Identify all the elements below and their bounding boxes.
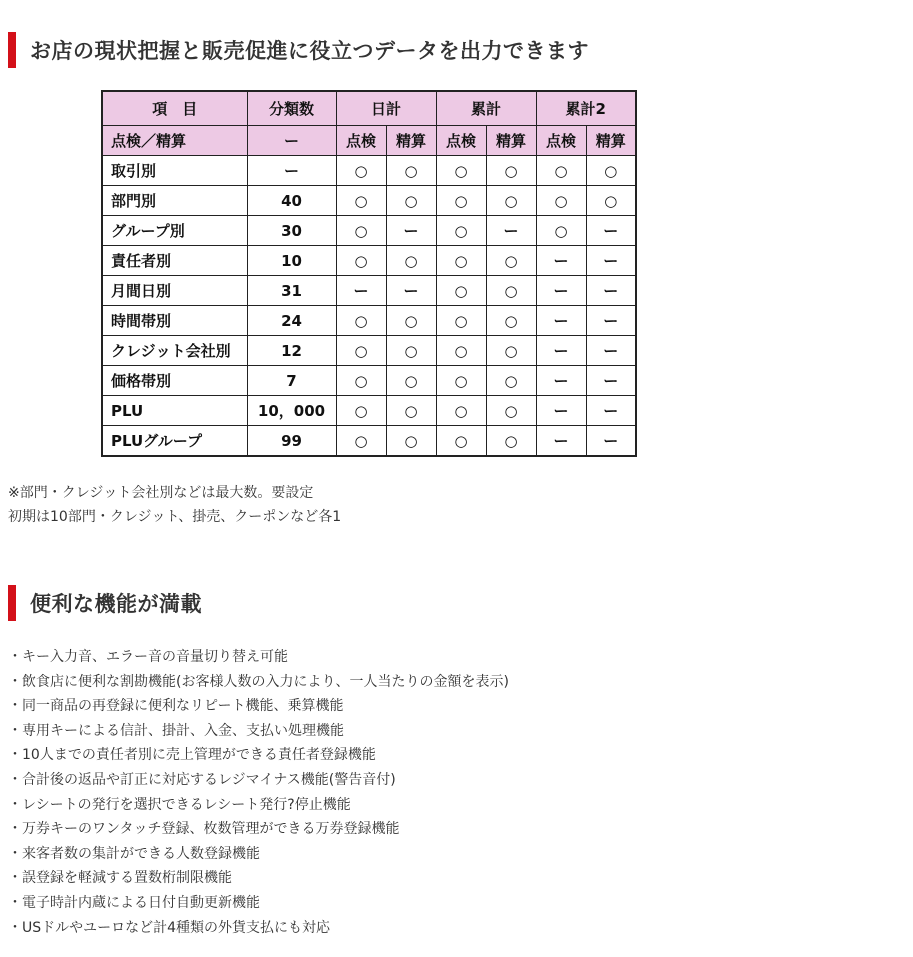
section-heading-features bbox=[8, 585, 202, 621]
heading-accent-bar bbox=[8, 585, 16, 621]
table-row bbox=[102, 426, 636, 457]
row-mark: ○ bbox=[386, 186, 436, 216]
section-heading-data-output bbox=[8, 32, 589, 68]
table-row bbox=[102, 246, 636, 276]
row-mark: ー bbox=[386, 276, 436, 306]
table-row bbox=[102, 216, 636, 246]
row-count: ー bbox=[247, 156, 336, 186]
row-count: 10 bbox=[247, 246, 336, 276]
row-mark: ○ bbox=[486, 426, 536, 457]
subheader-settle: 精算 bbox=[586, 126, 636, 156]
row-mark: ー bbox=[536, 396, 586, 426]
row-mark: ○ bbox=[436, 336, 486, 366]
row-mark: ○ bbox=[586, 186, 636, 216]
feature-item: ・ 合計後の返品や訂正に対応するレジマイナス機能(警告音付) bbox=[8, 768, 509, 793]
row-mark: ー bbox=[536, 276, 586, 306]
report-table bbox=[101, 90, 637, 457]
table-header-row bbox=[102, 91, 636, 126]
row-count: 40 bbox=[247, 186, 336, 216]
row-mark: ○ bbox=[336, 216, 386, 246]
row-mark: ○ bbox=[486, 186, 536, 216]
row-mark: ー bbox=[586, 366, 636, 396]
row-mark: ○ bbox=[536, 186, 586, 216]
heading-title: お店の現状把握と販売促進に役立つデータを出力できます bbox=[30, 39, 589, 63]
row-mark: ○ bbox=[486, 246, 536, 276]
row-name: 時間帯別 bbox=[102, 306, 247, 336]
header-total: 累計 bbox=[436, 91, 536, 126]
row-mark: ○ bbox=[386, 246, 436, 276]
row-mark: ○ bbox=[436, 426, 486, 457]
header-daily: 日計 bbox=[336, 91, 436, 126]
table-row bbox=[102, 396, 636, 426]
row-count: 7 bbox=[247, 366, 336, 396]
row-mark: ○ bbox=[386, 396, 436, 426]
row-mark: ○ bbox=[336, 246, 386, 276]
row-mark: ○ bbox=[336, 336, 386, 366]
row-mark: ○ bbox=[436, 396, 486, 426]
feature-item: ・ 専用キーによる信計、掛計、入金、支払い処理機能 bbox=[8, 719, 509, 744]
row-mark: ○ bbox=[336, 366, 386, 396]
row-name: 責任者別 bbox=[102, 246, 247, 276]
row-mark: ー bbox=[586, 336, 636, 366]
row-mark: ○ bbox=[436, 156, 486, 186]
table-row bbox=[102, 366, 636, 396]
feature-item: ・ キー入力音、エラー音の音量切り替え可能 bbox=[8, 645, 509, 670]
row-count: 99 bbox=[247, 426, 336, 457]
note-line: ※部門・クレジット会社別などは最大数。要設定 bbox=[8, 485, 314, 501]
feature-item: ・ 10人までの責任者別に売上管理ができる責任者登録機能 bbox=[8, 743, 509, 768]
row-mark: ー bbox=[586, 276, 636, 306]
row-mark: ー bbox=[536, 336, 586, 366]
row-mark: ○ bbox=[436, 366, 486, 396]
table-row bbox=[102, 306, 636, 336]
subheader-settle: 精算 bbox=[486, 126, 536, 156]
subheader-check: 点検 bbox=[536, 126, 586, 156]
header-count: 分類数 bbox=[247, 91, 336, 126]
feature-item: ・ 飲食店に便利な割勘機能(お客様人数の入力により、一人当たりの金額を表示) bbox=[8, 670, 509, 695]
table-row bbox=[102, 336, 636, 366]
heading-title: 便利な機能が満載 bbox=[30, 592, 202, 616]
subheader-check: 点検 bbox=[436, 126, 486, 156]
row-mark: ○ bbox=[486, 366, 536, 396]
row-count: 12 bbox=[247, 336, 336, 366]
row-mark: ○ bbox=[386, 426, 436, 457]
feature-item: ・ レシートの発行を選択できるレシート発行?停止機能 bbox=[8, 793, 509, 818]
subheader-item: 点検／精算 bbox=[102, 126, 247, 156]
table-notes bbox=[8, 481, 341, 529]
row-mark: ○ bbox=[486, 396, 536, 426]
row-mark: ー bbox=[586, 306, 636, 336]
table-row bbox=[102, 186, 636, 216]
row-mark: ー bbox=[536, 426, 586, 457]
row-count: 30 bbox=[247, 216, 336, 246]
row-mark: ー bbox=[536, 246, 586, 276]
row-name: PLU bbox=[102, 396, 247, 426]
subheader-settle: 精算 bbox=[386, 126, 436, 156]
row-mark: ー bbox=[536, 306, 586, 336]
row-mark: ー bbox=[336, 276, 386, 306]
row-name: クレジット会社別 bbox=[102, 336, 247, 366]
heading-accent-bar bbox=[8, 32, 16, 68]
row-mark: ○ bbox=[386, 336, 436, 366]
row-mark: ー bbox=[586, 216, 636, 246]
row-mark: ○ bbox=[536, 156, 586, 186]
feature-item: ・ 誤登録を軽減する置数桁制限機能 bbox=[8, 866, 509, 891]
row-name: 部門別 bbox=[102, 186, 247, 216]
feature-list bbox=[8, 645, 509, 940]
row-mark: ○ bbox=[486, 336, 536, 366]
row-mark: ○ bbox=[386, 306, 436, 336]
subheader-check: 点検 bbox=[336, 126, 386, 156]
feature-item: ・ 電子時計内蔵による日付自動更新機能 bbox=[8, 891, 509, 916]
row-mark: ○ bbox=[336, 156, 386, 186]
row-mark: ー bbox=[586, 396, 636, 426]
row-mark: ○ bbox=[486, 276, 536, 306]
row-mark: ー bbox=[386, 216, 436, 246]
feature-item: ・ 同一商品の再登録に便利なリピート機能、乗算機能 bbox=[8, 694, 509, 719]
row-mark: ○ bbox=[336, 186, 386, 216]
row-count: 31 bbox=[247, 276, 336, 306]
table-subheader-row bbox=[102, 126, 636, 156]
row-mark: ○ bbox=[436, 186, 486, 216]
row-name: グループ別 bbox=[102, 216, 247, 246]
row-name: 価格帯別 bbox=[102, 366, 247, 396]
row-mark: ○ bbox=[436, 216, 486, 246]
row-count: 10，000 bbox=[247, 396, 336, 426]
row-mark: ○ bbox=[436, 276, 486, 306]
row-mark: ○ bbox=[436, 306, 486, 336]
row-mark: ○ bbox=[386, 366, 436, 396]
row-name: PLUグループ bbox=[102, 426, 247, 457]
row-mark: ○ bbox=[336, 426, 386, 457]
row-mark: ー bbox=[586, 246, 636, 276]
row-mark: ○ bbox=[336, 396, 386, 426]
row-mark: ー bbox=[586, 426, 636, 457]
feature-item: ・ USドルやユーロなど計4種類の外貨支払にも対応 bbox=[8, 916, 509, 941]
table-row bbox=[102, 156, 636, 186]
header-item: 項 目 bbox=[102, 91, 247, 126]
table-row bbox=[102, 276, 636, 306]
row-mark: ○ bbox=[536, 216, 586, 246]
row-mark: ー bbox=[486, 216, 536, 246]
row-mark: ○ bbox=[586, 156, 636, 186]
note-line: 初期は10部門・クレジット、掛売、クーポンなど各1 bbox=[8, 509, 342, 525]
header-total2: 累計2 bbox=[536, 91, 636, 126]
row-name: 月間日別 bbox=[102, 276, 247, 306]
subheader-count: ー bbox=[247, 126, 336, 156]
row-mark: ○ bbox=[486, 156, 536, 186]
row-name: 取引別 bbox=[102, 156, 247, 186]
row-mark: ○ bbox=[386, 156, 436, 186]
feature-item: ・ 来客者数の集計ができる人数登録機能 bbox=[8, 842, 509, 867]
row-mark: ○ bbox=[436, 246, 486, 276]
feature-item: ・ 万券キーのワンタッチ登録、枚数管理ができる万券登録機能 bbox=[8, 817, 509, 842]
row-count: 24 bbox=[247, 306, 336, 336]
row-mark: ー bbox=[536, 366, 586, 396]
row-mark: ○ bbox=[336, 306, 386, 336]
row-mark: ○ bbox=[486, 306, 536, 336]
